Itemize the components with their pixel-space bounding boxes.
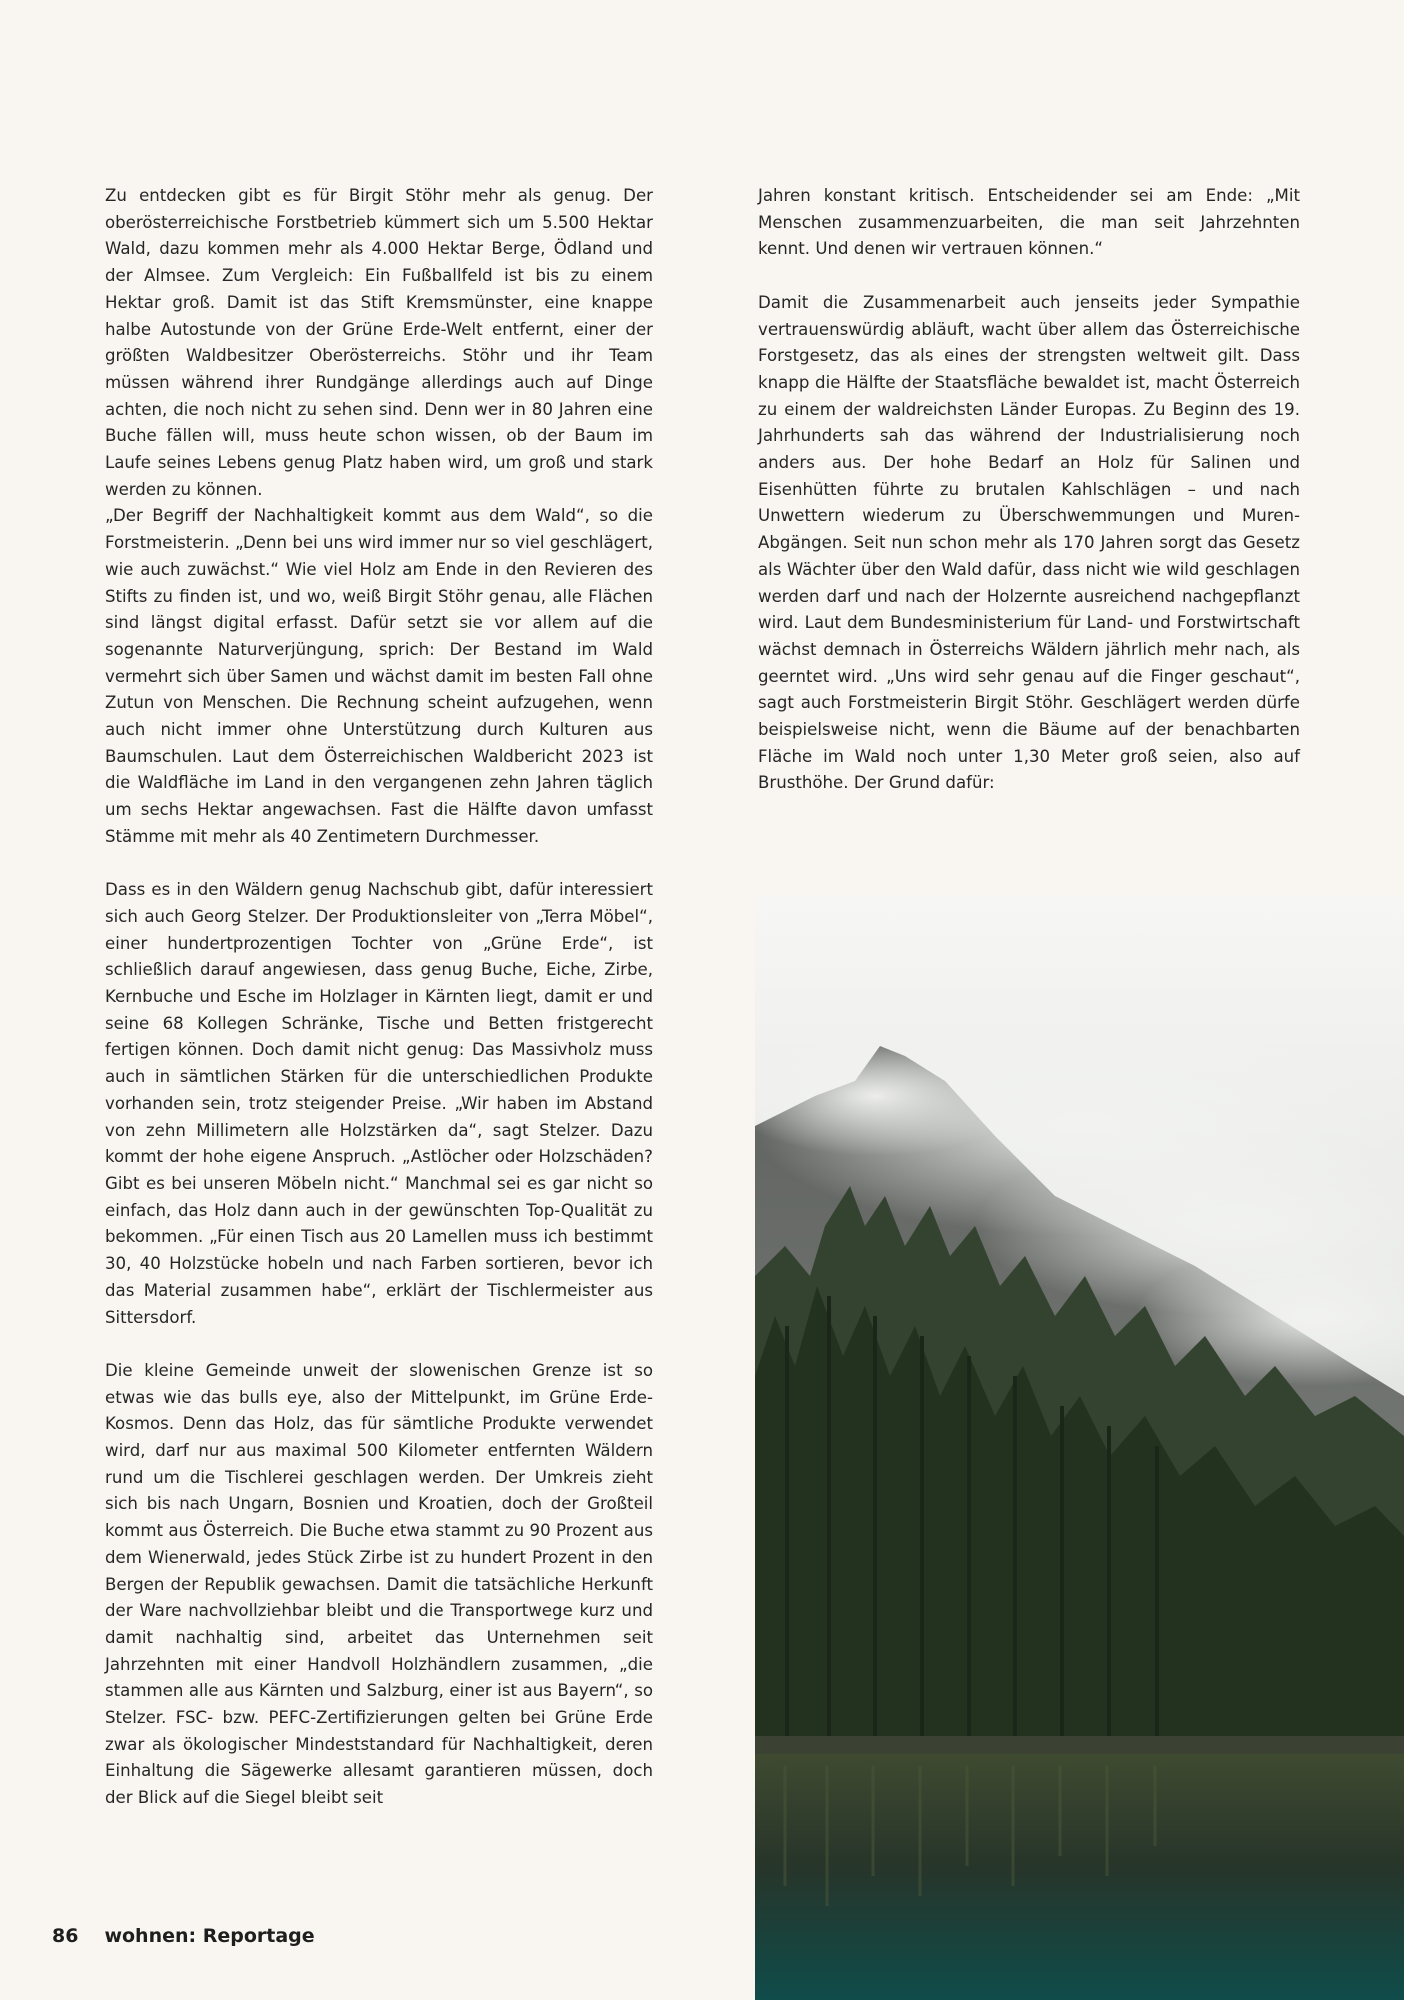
article-paragraph: „Der Begriff der Nachhaltigkeit kommt aus dem Wald“, so die Forstmeisterin. „Denn bei uns wird immer nur so viel geschlägert, wie auch zuwächst.“ Wie viel Holz am Ende in den Revieren des Stifts zu finden ist, und wo, weiß Birgit Stöhr genau, alle Flächen sind längst digital erfasst. Dafür setzt sie vor allem auf die sogenannte Naturverjüngung, sprich: Der Bestand im Wald vermehrt sich über Samen und wächst damit im besten Fall ohne Zutun von Menschen. Die Rechnung scheint aufzugehen, wenn auch nicht immer ohne Unterstützung durch Kulturen aus Baumschulen. Laut dem Österreichischen Waldbericht 2023 ist die Waldfläche im Land in den vergangenen zehn Jahren täglich um sechs Hektar angewachsen. Fast die Hälfte davon umfasst Stämme mit mehr als 40 Zentimetern Durchmesser. [105,506,653,846]
section-title: wohnen: Reportage [104,1925,315,1947]
article-paragraph: Damit die Zusammenarbeit auch jenseits jeder Sympathie vertrauenswürdig abläuft, wacht über allem das Österreichische Forstgesetz, das als eines der strengsten weltweit gilt. Dass knapp die Hälfte der Staatsfläche bewaldet ist, macht Österreich zu einem der waldreichsten Länder Europas. Zu Beginn des 19. Jahrhunderts sah das während der Industrialisierung noch anders aus. Der hohe Bedarf an Holz für Salinen und Eisenhütten führte zu brutalen Kahlschlägen – und nach Unwettern wiederum zu Überschwemmungen und Muren-Abgängen. Seit nun schon mehr als 170 Jahren sorgt das Gesetz als Wächter über den Wald dafür, dass nicht wie wild geschlagen werden darf und nach der Holzernte ausreichend nachgepflanzt wird. Laut dem Bundesministerium für Land- und Forstwirtschaft wächst demnach in Österreichs Wäldern jährlich mehr nach, als geerntet wird. „Uns wird sehr genau auf die Finger geschaut“, sagt auch Forstmeisterin Birgit Stöhr. Geschlägert werden dürfe beispielsweise nicht, wenn die Bäume auf der benachbarten Fläche im Wald noch unter 1,30 Meter groß seien, also auf Brusthöhe. Der Grund dafür: [758,292,1300,793]
article-paragraph: Die kleine Gemeinde unweit der slowenischen Grenze ist so etwas wie das bulls eye, also der Mittelpunkt, im Grüne Erde-Kosmos. Denn das Holz, das für sämtliche Produkte verwendet wird, darf nur aus maximal 500 Kilometer entfernten Wäldern rund um die Tischlerei geschlagen werden. Der Umkreis zieht sich bis nach Ungarn, Bosnien und Kroatien, doch der Großteil kommt aus Österreich. Die Buche etwa stammt zu 90 Prozent aus dem Wienerwald, jedes Stück Zirbe ist zu hundert Prozent in den Bergen der Republik gewachsen. Damit die tatsächliche Herkunft der Ware nachvollziehbar bleibt und die Transportwege kurz und damit nachhaltig sind, arbeitet das Unternehmen seit Jahrzehnten mit einer Handvoll Holzhändlern zusammen, „die stammen alle aus Kärnten und Salzburg, einer ist aus Bayern“, so Stelzer. FSC- bzw. PEFC-Zertifizierungen gelten bei Grüne Erde zwar als ökologischer Mindeststandard für Nachhaltigkeit, deren Einhaltung die Sägewerke allesamt garantieren müssen, doch der Blick auf die Siegel bleibt seit [105,1360,653,1808]
article-paragraph: Zu entdecken gibt es für Birgit Stöhr mehr als genug. Der oberösterreichische Forstbetrieb kümmert sich um 5.500 Hektar Wald, dazu kommen mehr als 4.000 Hektar Berge, Ödland und der Almsee. Zum Vergleich: Ein Fußballfeld ist bis zu einem Hektar groß. Damit ist das Stift Kremsmünster, eine knappe halbe Autostunde von der Grüne Erde-Welt entfernt, einer der größten Waldbesitzer Oberösterreichs. Stöhr und ihr Team müssen während ihrer Rundgänge allerdings auch auf Dinge achten, die noch nicht zu sehen sind. Denn wer in 80 Jahren eine Buche fällen will, muss heute schon wissen, ob der Baum im Laufe seines Lebens genug Platz haben wird, um groß und stark werden zu können. [105,186,653,499]
page-footer [52,1925,315,1947]
forest-photo [755,896,1404,2000]
article-column-left [105,183,653,1812]
article-column-right [758,183,1300,797]
article-paragraph: Jahren konstant kritisch. Entscheidender sei am Ende: „Mit Menschen zusammenzuarbeiten, die man seit Jahrzehnten kennt. Und denen wir vertrauen können.“ [758,186,1300,259]
article-paragraph: Dass es in den Wäldern genug Nachschub gibt, dafür interessiert sich auch Georg Stelzer. Der Produktionsleiter von „Terra Möbel“, einer hundertprozentigen Tochter von „Grüne Erde“, ist schließlich darauf angewiesen, dass genug Buche, Eiche, Zirbe, Kernbuche und Esche im Holzlager in Kärnten liegt, damit er und seine 68 Kollegen Schränke, Tische und Betten fristgerecht fertigen können. Doch damit nicht genug: Das Massivholz muss auch in sämtlichen Stärken für die unterschiedlichen Produkte vorhanden sein, trotz steigender Preise. „Wir haben im Abstand von zehn Millimetern alle Holzstärken da“, sagt Stelzer. Dazu kommt der hohe eigene Anspruch. „Astlöcher oder Holzschäden? Gibt es bei unseren Möbeln nicht.“ Manchmal sei es gar nicht so einfach, das Holz dann auch in der gewünschten Top-Qualität zu bekommen. „Für einen Tisch aus 20 Lamellen muss ich bestimmt 30, 40 Holzstücke hobeln und nach Farben sortieren, bevor ich das Material zusammen habe“, erklärt der Tischlermeister aus Sittersdorf. [105,880,653,1327]
misty-forest-lake-icon [755,896,1404,2000]
page-number: 86 [52,1925,79,1947]
